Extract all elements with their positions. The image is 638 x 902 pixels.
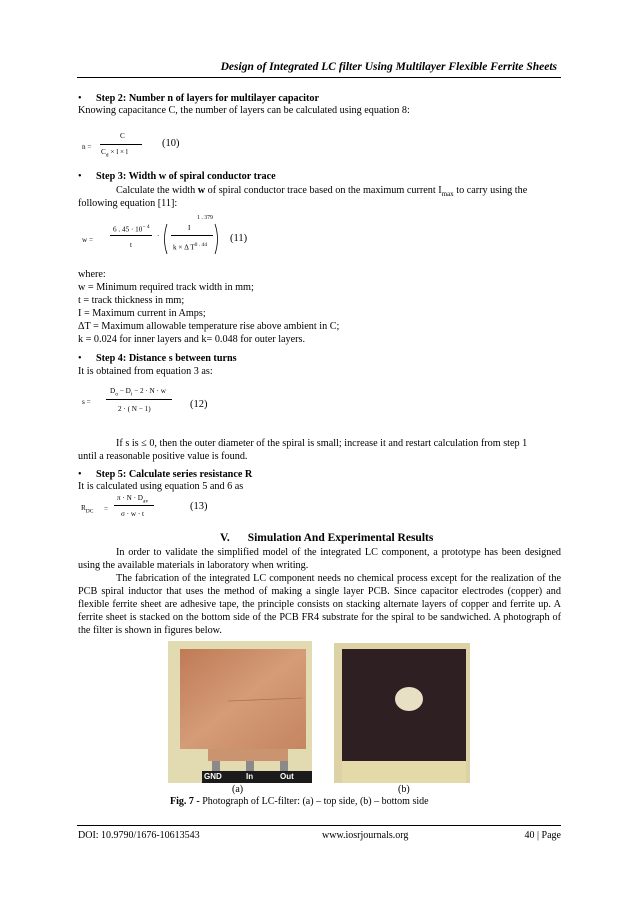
- bullet-icon: •: [78, 353, 82, 364]
- footer-doi: DOI: 10.9790/1676-10613543: [78, 830, 200, 841]
- eq11-label: (11): [230, 233, 248, 244]
- step3-text-line2: following equation [11]:: [78, 198, 178, 209]
- bullet-icon: •: [78, 469, 82, 480]
- eq13-lhs: [81, 504, 93, 515]
- eq13-lhs-r: R: [81, 504, 86, 512]
- step4-note-line2: until a reasonable positive value is found.: [78, 451, 248, 462]
- eq11-lhs: w =: [82, 236, 94, 244]
- figure-caption-text: Photograph of LC-filter: (a) – top side, (b) – bottom side: [199, 796, 429, 807]
- bullet-icon: •: [78, 93, 82, 104]
- eq13-label: (13): [190, 501, 208, 512]
- photo-bottom-side: [334, 643, 470, 783]
- step3-text-b: of spiral conductor trace based on the maximum current I: [205, 185, 442, 196]
- where-line: ΔT = Maximum allowable temperature rise above ambient in C;: [78, 321, 340, 332]
- eq11-num1: [113, 223, 150, 233]
- footer-rule: [77, 825, 561, 826]
- figure-caption-label: Fig. 7 -: [170, 796, 200, 807]
- subfigure-label-a: (a): [232, 784, 244, 795]
- eq11-den2-base: k × Δ T: [173, 243, 195, 252]
- step2-title: Step 2: Number n of layers for multilayer capacitor: [96, 93, 319, 104]
- pin-label-gnd: GND: [204, 772, 222, 781]
- where-line: w = Minimum required track width in mm;: [78, 282, 254, 293]
- step3-text-c: to carry using the: [453, 185, 528, 196]
- eq13-denominator: σ · w · t: [121, 510, 145, 518]
- subfigure-label-b: (b): [398, 784, 410, 795]
- section-paragraph-1: In order to validate the simplified model of the integrated LC component, a prototype has been designed using the available materials in laboratory when writing.: [78, 547, 561, 571]
- eq12-fraction-bar: [106, 399, 172, 400]
- eq10-den-rest: × l × l: [110, 148, 128, 156]
- eq12-num-d: D: [110, 387, 116, 395]
- where-line: t = track thickness in mm;: [78, 295, 185, 306]
- step3-text-w: w: [197, 185, 206, 196]
- eq13-numerator: [117, 494, 148, 505]
- step5-text: It is calculated using equation 5 and 6 as: [78, 481, 244, 492]
- eq10-den-sub: d: [105, 152, 109, 159]
- section-heading: [220, 532, 433, 545]
- footer-site: www.iosrjournals.org: [322, 830, 409, 841]
- eq12-label: (12): [190, 399, 208, 410]
- step3-title: Step 3: Width w of spiral conductor trace: [96, 171, 276, 182]
- step4-heading: [78, 352, 237, 365]
- eq13-num-sub: av: [143, 498, 149, 505]
- figure-caption: [170, 795, 429, 808]
- eq11-den2-exp: 0 . 44: [194, 242, 208, 248]
- eq12-num-sub2: i: [130, 391, 133, 398]
- where-line: k = 0.024 for inner layers and k= 0.048 for outer layers.: [78, 334, 306, 345]
- eq12-numerator: [110, 387, 166, 398]
- section-paragraph-2: The fabrication of the integrated LC component needs no chemical process except for the realization of the PCB spiral inductor that uses the method of making a single layer PCB. Since capacitor electrodes (copper) and flexible ferrite sheet are adhesive tape, the principle consists on stacking alternate layers of copper and ferrite up. A ferrite sheet is stacked on the bottom side of the PCB FR4 substrate for the spiral to be sandwiched. A photograph of the filter is shown in figures below.: [78, 573, 561, 636]
- step3-text-a: Calculate the width: [116, 185, 198, 196]
- photo-top-side: [168, 641, 312, 783]
- eq11-num1-exp: − 4: [142, 224, 150, 230]
- where-line: I = Maximum current in Amps;: [78, 308, 206, 319]
- header-rule: [77, 77, 561, 78]
- section-number: V.: [220, 532, 230, 544]
- step2-text: Knowing capacitance C, the number of layers can be calculated using equation 8:: [78, 105, 410, 116]
- running-header: Design of Integrated LC filter Using Multilayer Flexible Ferrite Sheets: [220, 61, 557, 73]
- footer-page: 40 | Page: [524, 830, 561, 841]
- eq10-denominator: [101, 148, 128, 159]
- eq11-dot: ·: [157, 232, 160, 240]
- bullet-icon: •: [78, 171, 82, 182]
- eq11-outer-exp: 1 . 379: [197, 215, 213, 221]
- eq11-fraction-bar-2: [171, 235, 213, 236]
- where-list: [78, 268, 339, 346]
- eq13-lhs-sub: DC: [85, 508, 94, 515]
- step3-heading: [78, 170, 276, 183]
- eq10-numerator: C: [120, 132, 125, 140]
- eq11-num2: I: [188, 224, 191, 232]
- eq11-den2: [173, 241, 207, 251]
- eq12-lhs: s =: [82, 398, 91, 406]
- step4-text: It is obtained from equation 3 as:: [78, 366, 213, 377]
- eq11-den1: t: [130, 241, 132, 249]
- eq12-denominator: 2 · ( N − 1): [118, 405, 151, 413]
- eq12-num-sub1: o: [115, 391, 118, 398]
- step5-title: Step 5: Calculate series resistance R: [96, 469, 253, 480]
- eq11-fraction-bar-1: [110, 235, 152, 236]
- eq12-num-mid: − D: [119, 387, 131, 395]
- eq10-fraction-bar: [100, 144, 142, 145]
- eq12-num-end: − 2 · N · w: [134, 387, 166, 395]
- eq10-label: (10): [162, 138, 180, 149]
- section-title: Simulation And Experimental Results: [247, 532, 434, 544]
- copper-board-graphic: [168, 641, 312, 783]
- step3-text-sub: max: [441, 190, 454, 199]
- eq11-num1-base: 6 . 45 · 10: [113, 225, 143, 234]
- pin-label-out: Out: [280, 772, 294, 781]
- eq13-equals: =: [104, 505, 109, 513]
- eq13-fraction-bar: [114, 505, 154, 506]
- where-line: where:: [78, 269, 106, 280]
- eq10-den-c: C: [101, 148, 106, 156]
- step4-note-line1: If s is ≤ 0, then the outer diameter of the spiral is small; increase it and restart calculation from step 1: [116, 438, 528, 449]
- step4-title: Step 4: Distance s between turns: [96, 353, 237, 364]
- eq10-lhs: n =: [82, 143, 92, 151]
- pin-label-in: In: [246, 772, 254, 781]
- eq13-num-base: π · N · D: [117, 494, 143, 502]
- ferrite-board-graphic: [334, 643, 470, 783]
